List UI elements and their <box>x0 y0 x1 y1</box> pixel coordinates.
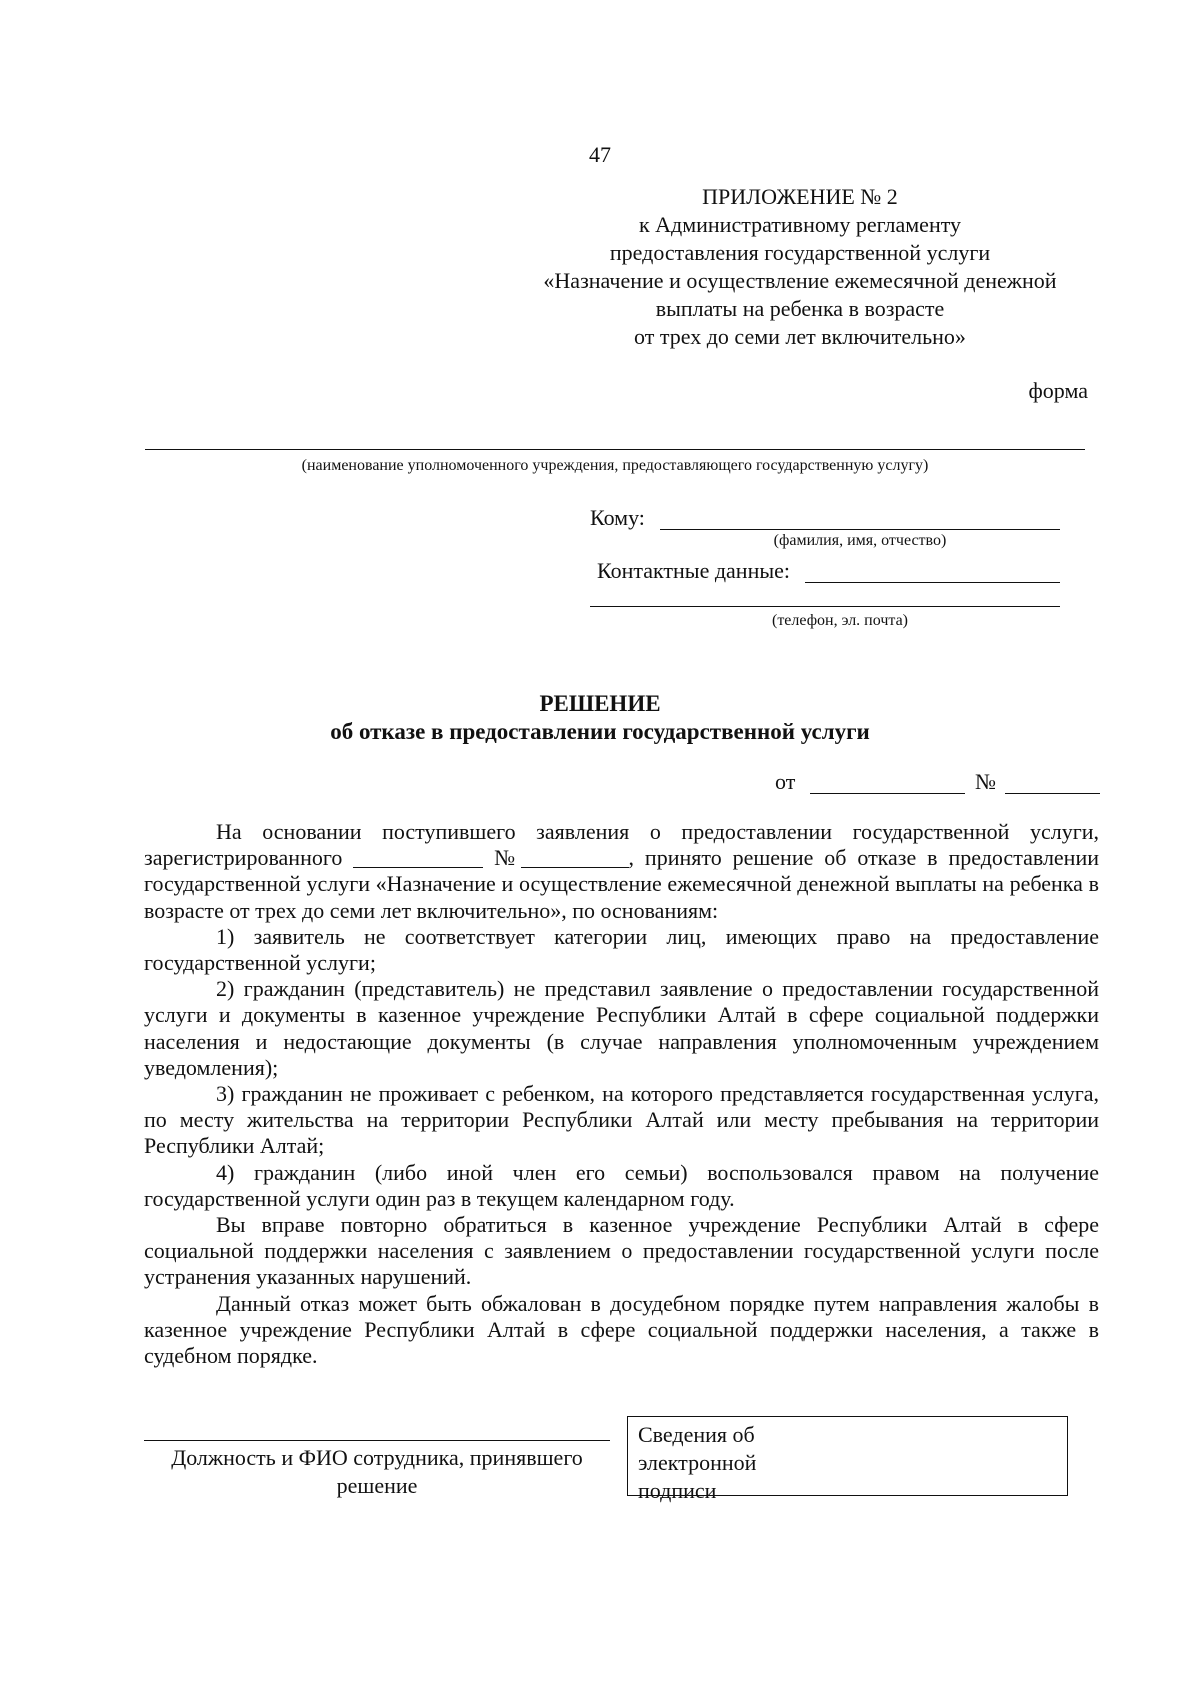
appendix-line: «Назначение и осуществление ежемесячной денежной <box>543 268 1057 293</box>
number-field-line <box>1005 793 1100 794</box>
page-number: 47 <box>589 142 611 167</box>
appendix-line: к Административному регламенту <box>638 212 962 237</box>
reason-item: 2) гражданин (представитель) не представил заявление о предоставлении государственной услуги и документы в казенное учреждение Республики Алтай в сфере социальной поддержки населения и недостающие документы (в случае направления уполномоченным учреждением уведомления); <box>144 976 1099 1080</box>
date-field-line <box>810 793 965 794</box>
signature-line <box>144 1440 610 1441</box>
registration-date-blank <box>353 845 483 868</box>
to-label: Кому: <box>590 505 645 530</box>
appendix-line: выплаты на ребенка в возрасте <box>655 296 945 321</box>
appendix-title: ПРИЛОЖЕНИЕ № 2 <box>702 184 898 209</box>
org-caption: (наименование уполномоченного учреждения, предоставляющего государственную услугу) <box>301 457 929 474</box>
decision-title: РЕШЕНИЕ <box>539 691 661 716</box>
reason-item: 1) заявитель не соответствует категории лиц, имеющих право на предоставление государственной услуги; <box>144 923 1099 976</box>
appeal-paragraph: Данный отказ может быть обжалован в досудебном порядке путем направления жалобы в казенное учреждение Республики Алтай в сфере социальной поддержки населения, а также в судебном порядке. <box>144 1290 1099 1369</box>
repeat-paragraph: Вы вправе повторно обратиться в казенное учреждение Республики Алтай в сфере социальной поддержки населения с заявлением о предоставлении государственной услуги после устранения указанных нарушений. <box>144 1212 1099 1290</box>
appendix-header <box>520 183 1080 351</box>
basis-number-label: № <box>494 845 521 871</box>
to-caption: (фамилия, имя, отчество) <box>773 532 947 549</box>
decision-subtitle: об отказе в предоставлении государственной услуги <box>330 719 870 744</box>
basis-text-start: На основании поступившего заявления о предоставлении государственной услуги, зарегистрированного <box>144 819 1099 871</box>
registration-number-blank <box>521 845 629 868</box>
to-field-line <box>660 529 1060 530</box>
contacts-field-line <box>805 582 1060 583</box>
contacts-label: Контактные данные: <box>597 558 790 583</box>
contacts-caption: (телефон, эл. почта) <box>771 612 908 629</box>
org-name-line <box>145 449 1085 450</box>
reason-item: 4) гражданин (либо иной член его семьи) воспользовался правом на получение государственной услуги один раз в текущем календарном году. <box>144 1159 1099 1211</box>
official-caption: Должность и ФИО сотрудника, принявшего решение <box>171 1445 583 1498</box>
basis-paragraph <box>144 819 1099 924</box>
number-label: № <box>975 769 996 794</box>
appendix-line: предоставления государственной услуги <box>609 240 991 265</box>
decision-body <box>144 819 1099 1369</box>
form-label: форма <box>1028 378 1088 403</box>
appendix-line: от трех до семи лет включительно» <box>634 324 966 349</box>
basis-text-end: , принято решение об отказе в предоставлении государственной услуги «Назначение и осуществление ежемесячной денежной выплаты на ребенка в возрасте от трех до семи лет включительно», по основаниям: <box>144 845 1100 923</box>
date-from-label: от <box>775 769 796 794</box>
reason-item: 3) гражданин не проживает с ребенком, на которого представляется государственная услуга, по месту жительства на территории Республики Алтай или месту пребывания на территории Республики Алтай; <box>144 1081 1099 1159</box>
esign-box-text: Сведения об электронной подписи <box>638 1422 757 1503</box>
contacts-field-line-2 <box>590 606 1060 607</box>
esign-box <box>627 1416 1068 1503</box>
